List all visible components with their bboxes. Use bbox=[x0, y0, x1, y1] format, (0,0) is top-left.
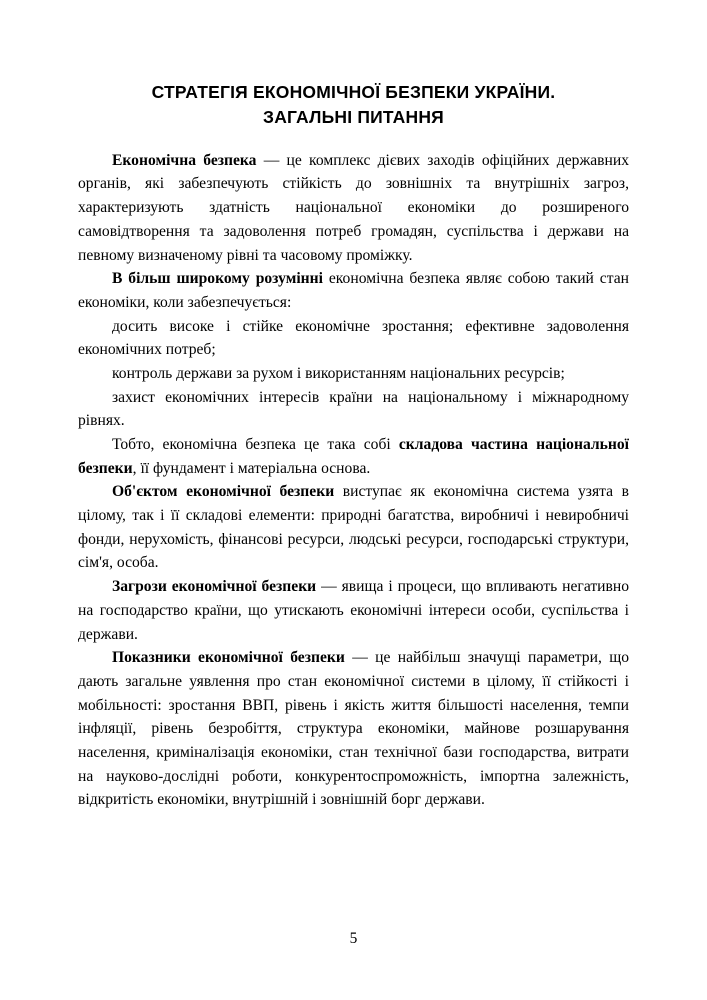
paragraph-1 bbox=[78, 149, 629, 267]
paragraph-2-text: економічна безпека являє собою такий стан економіки, коли забезпечується: bbox=[78, 270, 629, 311]
paragraph-6-text: Тобто, економічна безпека це така собі складова частина національної безпеки, її фундамент і матеріальна основа. bbox=[78, 436, 630, 477]
paragraph-8-lead: Загрози економічної безпеки bbox=[112, 578, 317, 596]
paragraph-9 bbox=[78, 646, 629, 812]
paragraph-7-text: виступає як економічна система узята в цілому, так і її складові елементи: природні багатства, виробничі і невиробничі фонди, нерухомість, фінансові ресурси, людські ресурси, господарські структури, сім'я, особа. bbox=[78, 483, 629, 572]
paragraph-1-text: — це комплекс дієвих заходів офіційних державних органів, які забезпечують стійкість до зовнішніх та внутрішніх загроз, характеризують здатність національної економіки до розширеного самовідтворення та задоволення потреб громадян, суспільства і держави на певному визначеному рівні та часовому проміжку. bbox=[78, 151, 629, 264]
paragraph-5-text: захист економічних інтересів країни на національному і міжнародному рівнях. bbox=[78, 388, 629, 430]
paragraph-2 bbox=[78, 267, 629, 314]
paragraph-2-lead: В більш широкому розумінні bbox=[112, 270, 323, 288]
paragraph-9-text: — це найбільш значущі параметри, що дають загальне уявлення про стан економічної системи в цілому, її стійкості і мобільності: зростання ВВП, рівень і якість життя більшості населення, темпи інфляції, рівень безробіття, структура економіки, майнове розшарування населення, криміналізація економіки, стан технічної бази господарства, витрати на науково-дослідні роботи, конкурентоспроможність, імпортна залежність, відкритість економіки, внутрішній і зовнішній борг держави. bbox=[78, 649, 629, 809]
paragraph-7 bbox=[78, 480, 629, 575]
paragraph-8 bbox=[78, 575, 629, 646]
paragraph-4 bbox=[78, 362, 629, 386]
page-title bbox=[78, 80, 629, 131]
paragraph-8-text: — явища і процеси, що впливають негативно на господарство країни, що утискають економічні інтереси особи, суспільства і держави. bbox=[78, 578, 630, 643]
page-title-line-1: СТРАТЕГІЯ ЕКОНОМІЧНОЇ БЕЗПЕКИ УКРАЇНИ. bbox=[151, 82, 556, 102]
paragraph-6 bbox=[78, 433, 629, 480]
paragraph-9-lead: Показники економічної безпеки bbox=[112, 649, 345, 667]
paragraph-4-text: контроль держави за рухом і використанням національних ресурсів; bbox=[112, 364, 565, 382]
page-number: 5 bbox=[349, 930, 358, 947]
document-body bbox=[78, 149, 629, 812]
page-title-line-2: ЗАГАЛЬНІ ПИТАННЯ bbox=[263, 107, 444, 128]
paragraph-7-lead: Об'єктом економічної безпеки bbox=[112, 483, 335, 501]
paragraph-3-text: досить високе і стійке економічне зростання; ефективне задоволення економічних потреб; bbox=[78, 317, 629, 359]
paragraph-1-lead: Економічна безпека bbox=[112, 151, 257, 169]
paragraph-3 bbox=[78, 315, 629, 362]
paragraph-5 bbox=[78, 386, 629, 433]
